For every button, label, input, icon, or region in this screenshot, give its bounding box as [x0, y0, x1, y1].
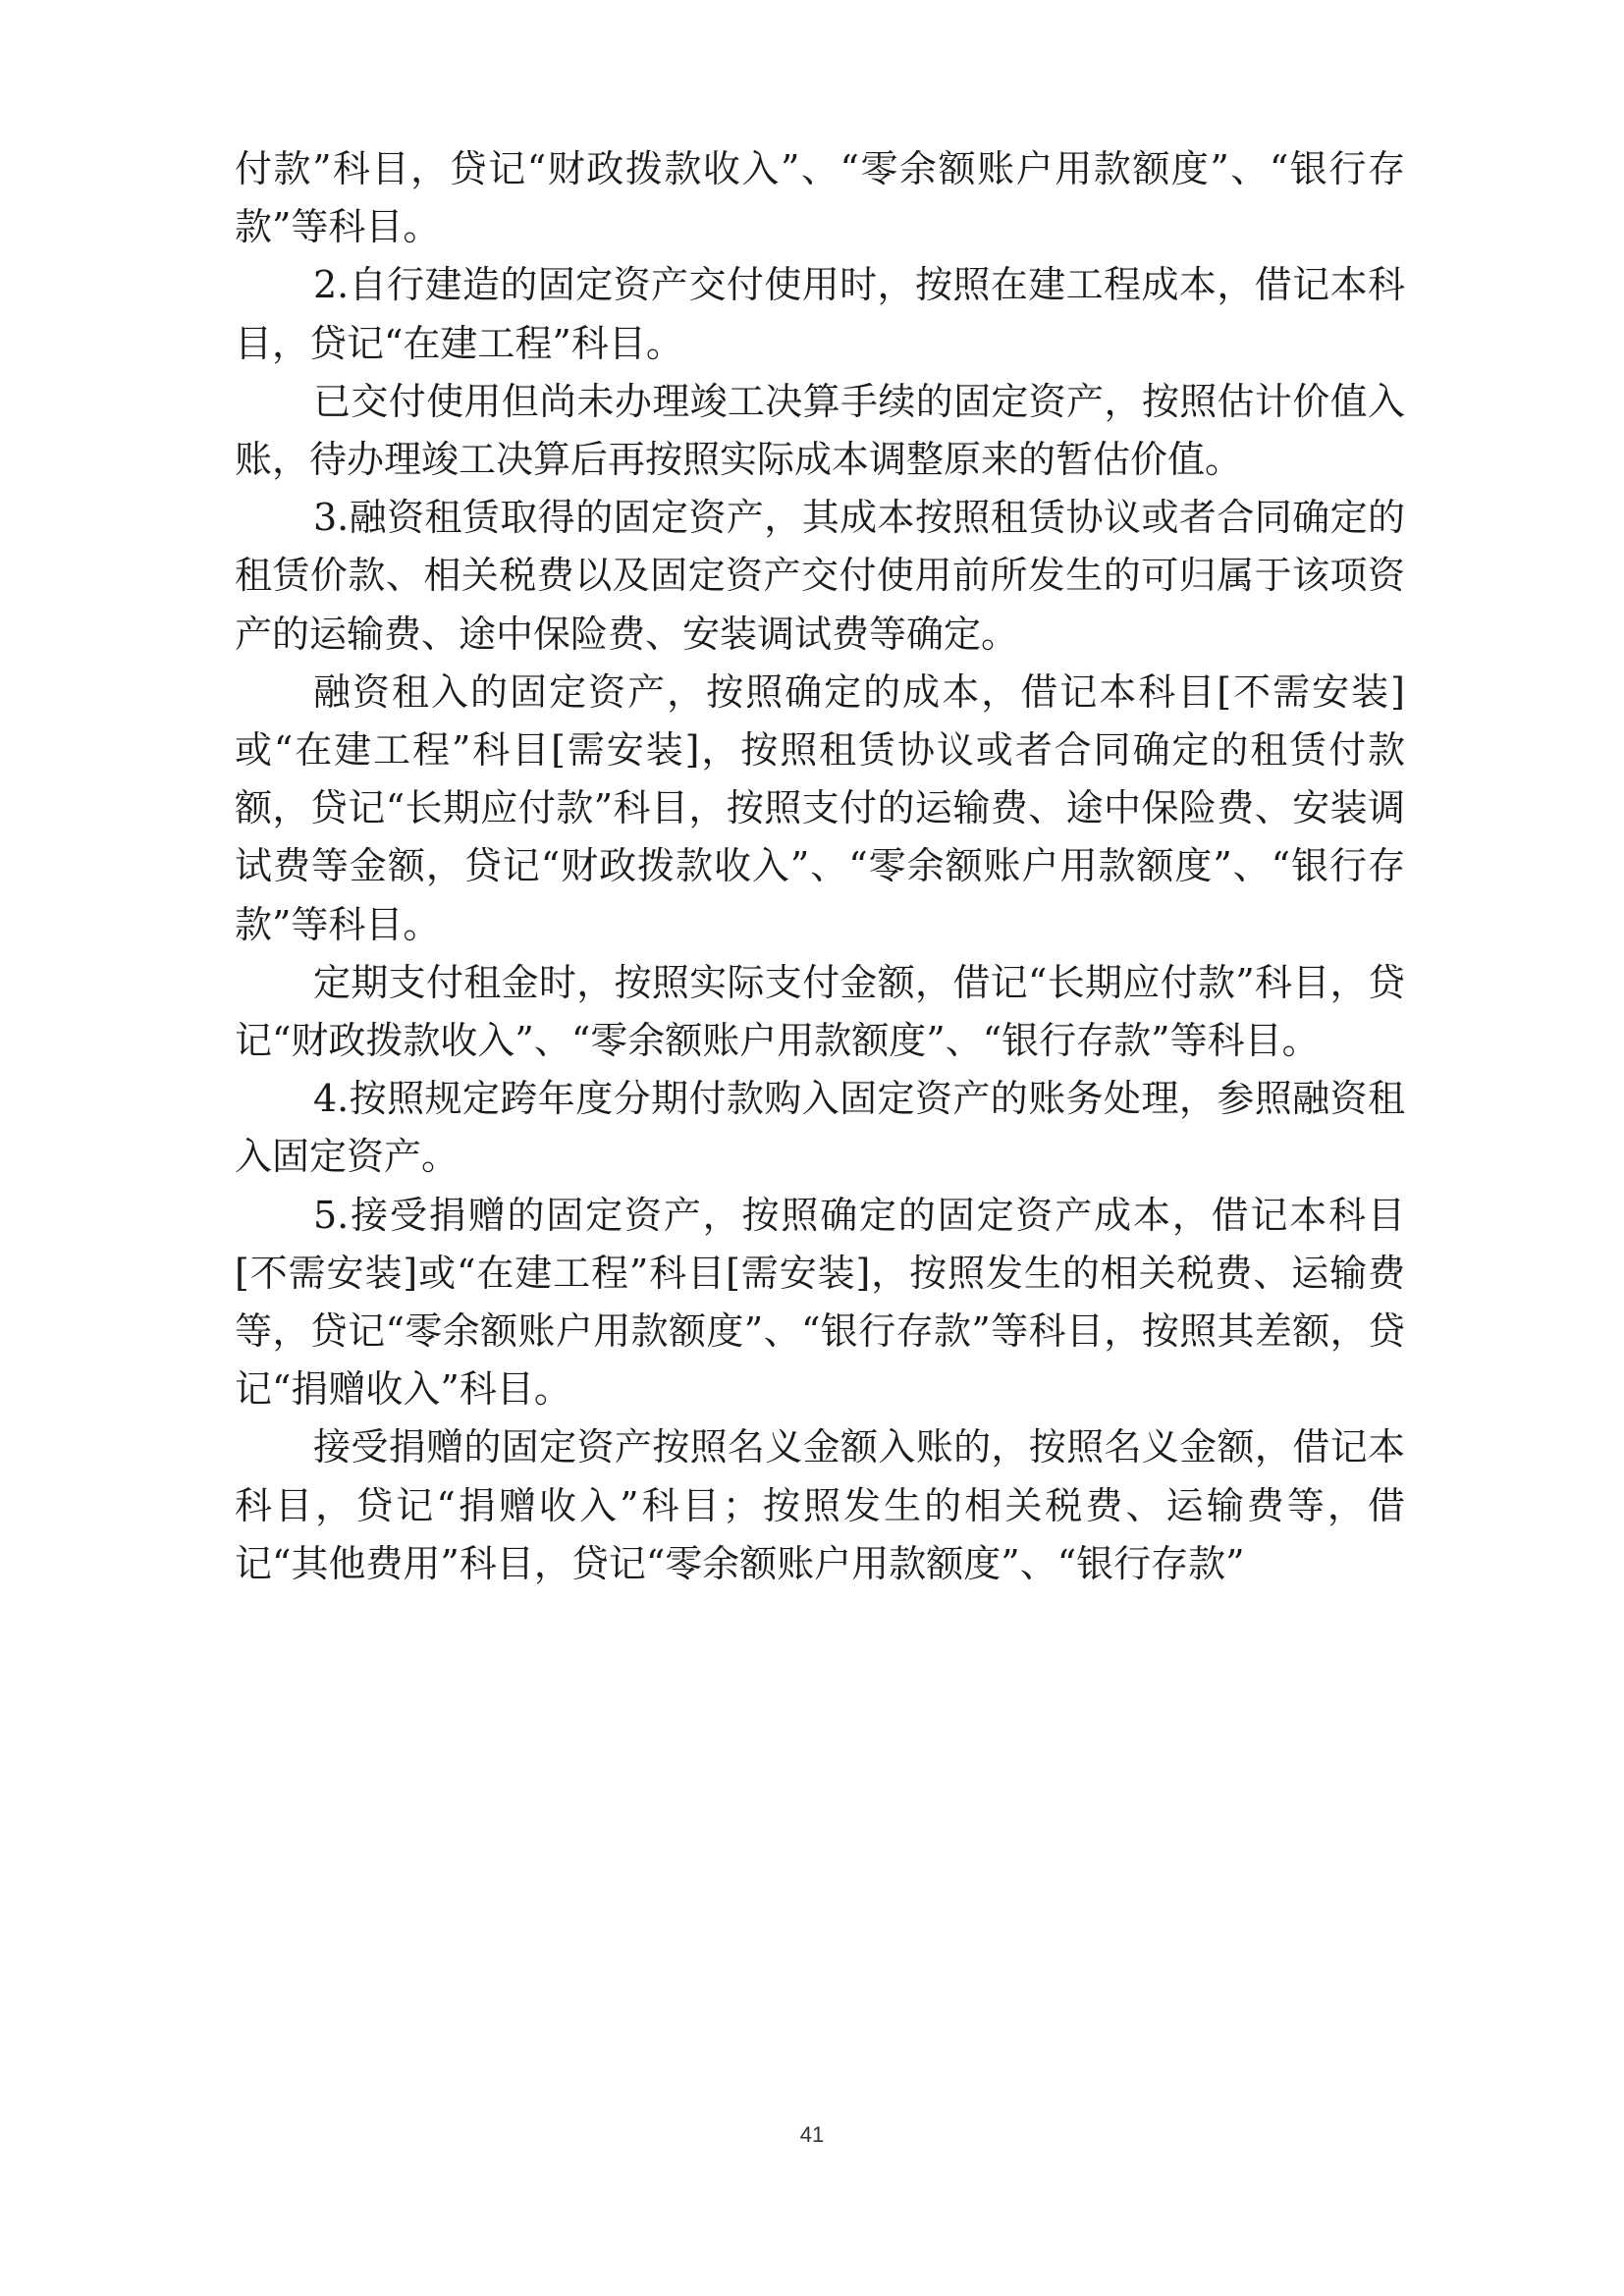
- paragraph-4: 3.融资租赁取得的固定资产，其成本按照租赁协议或者合同确定的租赁价款、相关税费以及固定资产交付使用前所发生的可归属于该项资产的运输费、途中保险费、安装调试费等确定。: [235, 496, 1405, 656]
- paragraph-9: 接受捐赠的固定资产按照名义金额入账的，按照名义金额，借记本科目，贷记“捐赠收入”科目；按照发生的相关税费、运输费等，借记“其他费用”科目，贷记“零余额账户用款额度”、“银行存款”: [235, 1425, 1405, 1585]
- paragraph-8: 5.接受捐赠的固定资产，按照确定的固定资产成本，借记本科目[不需安装]或“在建工程”科目[需安装]，按照发生的相关税费、运输费等，贷记“零余额账户用款额度”、“银行存款”等科目，按照其差额，贷记“捐赠收入”科目。: [235, 1193, 1405, 1412]
- page-number: 41: [799, 2122, 825, 2147]
- paragraph-6: 定期支付租金时，按照实际支付金额，借记“长期应付款”科目，贷记“财政拨款收入”、“零余额账户用款额度”、“银行存款”等科目。: [235, 960, 1405, 1063]
- body-text: [235, 140, 1405, 1593]
- paragraph-5: 融资租入的固定资产，按照确定的成本，借记本科目[不需安装]或“在建工程”科目[需安装]，按照租赁协议或者合同确定的租赁付款额，贷记“长期应付款”科目，按照支付的运输费、途中保险费、安装调试费等金额，贷记“财政拨款收入”、“零余额账户用款额度”、“银行存款”等科目。: [235, 669, 1405, 946]
- paragraph-2: 2.自行建造的固定资产交付使用时，按照在建工程成本，借记本科目，贷记“在建工程”科目。: [235, 263, 1405, 365]
- paragraph-7: 4.按照规定跨年度分期付款购入固定资产的账务处理，参照融资租入固定资产。: [235, 1077, 1405, 1179]
- paragraph-1: 付款”科目，贷记“财政拨款收入”、“零余额账户用款额度”、“银行存款”等科目。: [235, 147, 1405, 249]
- paragraph-3: 已交付使用但尚未办理竣工决算手续的固定资产，按照估计价值入账，待办理竣工决算后再按照实际成本调整原来的暂估价值。: [235, 379, 1405, 482]
